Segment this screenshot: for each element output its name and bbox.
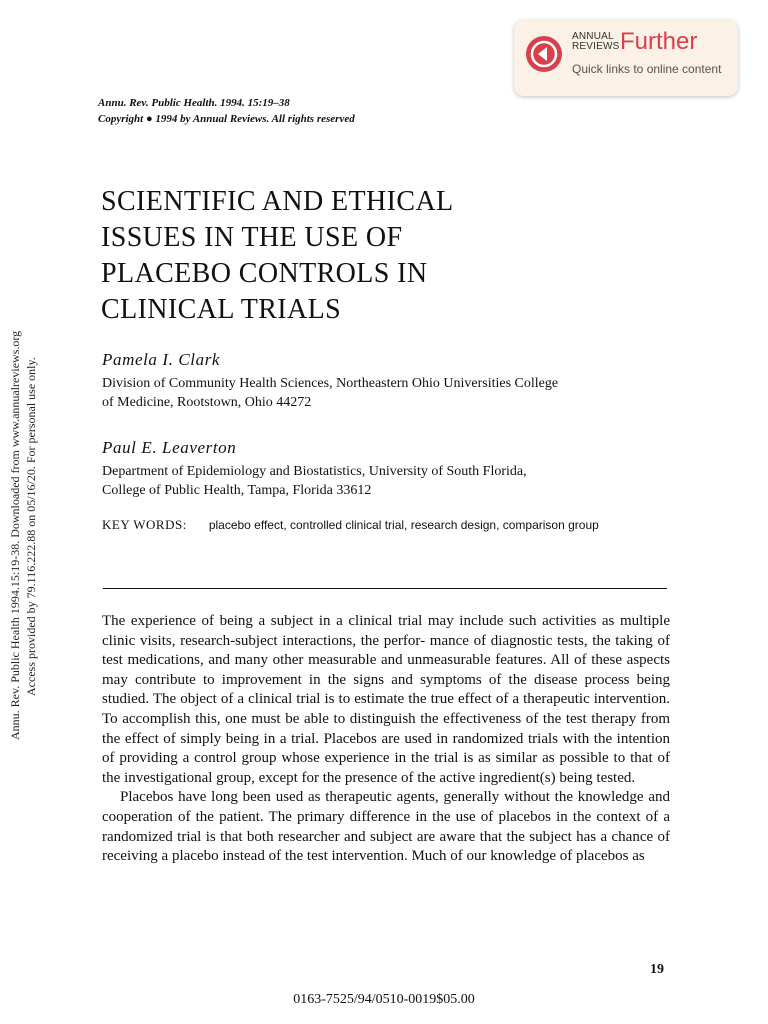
- keywords-list: placebo effect, controlled clinical trial, research design, comparison group: [208, 518, 599, 532]
- badge-annual-text: ANNUAL: [572, 31, 614, 42]
- author-name: Paul E. Leaverton: [102, 438, 237, 457]
- article-title: [101, 184, 541, 328]
- body-paragraph: Placebos have long been used as therapeutic agents, generally without the knowledge and cooperation of the patient. The primary difference in the use of placebos in the context of a randomized trial is that both researcher and subject are aware that the subject has a chance of receiving a placebo instead of the test intervention. Much of our knowledge of placebos as: [102, 789, 670, 865]
- side-download-notice: Annu. Rev. Public Health 1994.15:19-38. Downloaded from www.annualreviews.org: [8, 330, 22, 740]
- title-line: PLACEBO CONTROLS IN: [101, 258, 428, 289]
- author-name: Pamela I. Clark: [102, 350, 221, 369]
- journal-citation-block: [98, 95, 355, 127]
- badge-reviews-text: REVIEWS: [572, 41, 620, 52]
- badge-tagline: Quick links to online content: [572, 62, 722, 76]
- title-line: SCIENTIFIC AND ETHICAL: [101, 186, 454, 217]
- author-affiliation: [102, 462, 672, 500]
- play-left-icon: [526, 36, 562, 72]
- copyright-line: Copyright ● 1994 by Annual Reviews. All rights reserved: [98, 113, 355, 125]
- keywords-line: [102, 517, 599, 533]
- footer-code: 0163-7525/94/0510-0019$05.00: [293, 992, 475, 1007]
- body-paragraph: The experience of being a subject in a clinical trial may include such activities as multiple clinic visits, research-subject interactions, the perfor- mance of diagnostic tests, the taking of test medications, and many other measurable and unmeasurable features. All of these aspects may contribute to improvement in the signs and symptoms of the disease process being studied. The object of a clinical trial is to estimate the true effect of a therapeutic intervention. To accomplish this, one must be able to distinguish the effectiveness of the test therapy from the effect of simply being in a trial. Placebos are used in randomized trials with the intention of providing a control group whose experience in the trial is as similar as possible to that of the investigational group, except for the presence of the active ingredient(s) being tested.: [102, 613, 670, 786]
- further-links-badge[interactable]: [514, 20, 738, 96]
- affiliation-line: of Medicine, Rootstown, Ohio 44272: [102, 395, 312, 410]
- affiliation-line: Division of Community Health Sciences, Northeastern Ohio Universities College: [102, 376, 559, 391]
- badge-brand-text: Further: [620, 28, 698, 55]
- author-affiliation: [102, 374, 672, 412]
- title-line: ISSUES IN THE USE OF: [101, 222, 403, 253]
- affiliation-line: Department of Epidemiology and Biostatistics, University of South Florida,: [102, 464, 527, 479]
- article-body: [102, 612, 670, 867]
- journal-citation: Annu. Rev. Public Health. 1994. 15:19–38: [98, 97, 290, 109]
- affiliation-line: College of Public Health, Tampa, Florida 33612: [102, 483, 372, 498]
- section-divider: [103, 588, 667, 589]
- keywords-label: KEY WORDS:: [102, 517, 187, 532]
- page-number: 19: [650, 962, 664, 977]
- side-access-notice: Access provided by 79.116.222.88 on 05/16/20. For personal use only.: [24, 357, 38, 696]
- title-line: CLINICAL TRIALS: [101, 294, 342, 325]
